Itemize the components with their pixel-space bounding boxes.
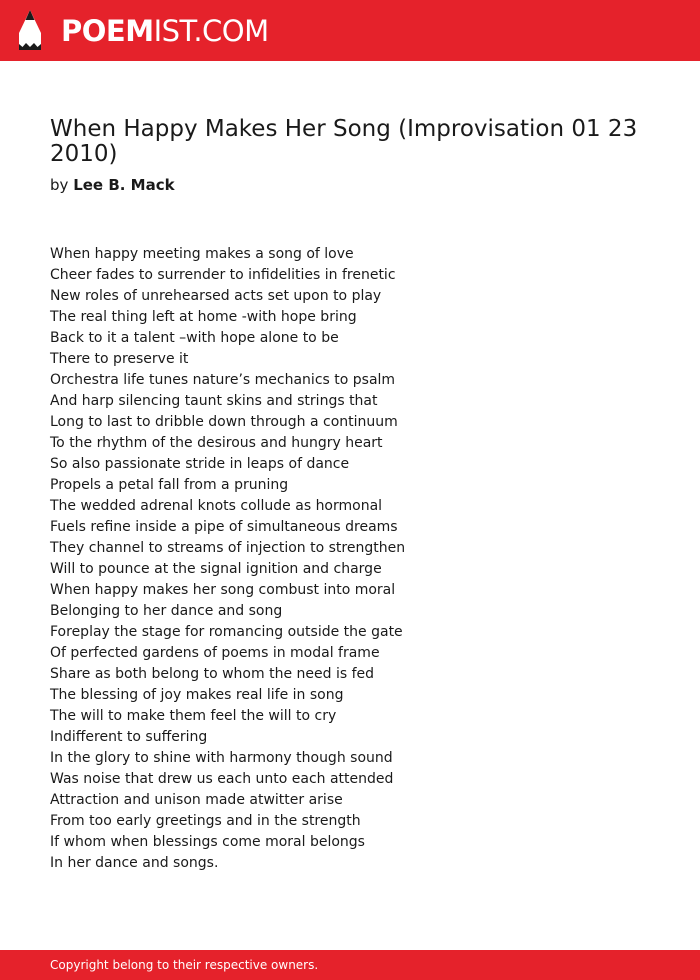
poem-line: So also passionate stride in leaps of dance [50,456,350,472]
poem-line: The blessing of joy makes real life in song [50,687,344,703]
poem-line: Will to pounce at the signal ignition and charge [50,561,382,577]
poem-line: Belonging to her dance and song [50,603,283,619]
poem-line: Attraction and unison made atwitter arise [50,792,343,808]
poem-line: To the rhythm of the desirous and hungry heart [50,435,383,451]
poem-line: When happy makes her song combust into moral [50,582,396,598]
poem-line: The wedded adrenal knots collude as hormonal [50,498,383,514]
poem-line: In the glory to shine with harmony though sound [50,750,393,766]
by-label: by [50,176,69,194]
poem-line: Foreplay the stage for romancing outside the gate [50,624,403,640]
poem-line: If whom when blessings come moral belongs [50,834,365,850]
poem-body [50,244,650,874]
poem-line: Propels a petal fall from a pruning [50,477,289,493]
poem-line: Orchestra life tunes nature’s mechanics to psalm [50,372,396,388]
poem-line: They channel to streams of injection to strengthen [50,540,406,556]
poem-line: When happy meeting makes a song of love [50,246,354,262]
poem-line: Long to last to dribble down through a continuum [50,414,398,430]
poem-line: The will to make them feel the will to cry [50,708,337,724]
site-logo[interactable] [61,11,269,51]
poem-title: When Happy Makes Her Song (Improvisation 01 23 2010) [50,116,638,167]
poem-line: The real thing left at home -with hope bring [50,309,357,325]
poem-line: Indifferent to suffering [50,729,208,745]
poem-line: Was noise that drew us each unto each attended [50,771,394,787]
poem-line: Fuels refine inside a pipe of simultaneous dreams [50,519,398,535]
author-name: Lee B. Mack [73,176,175,194]
poem-line: In her dance and songs. [50,855,219,871]
poem-line: Cheer fades to surrender to infidelities in frenetic [50,267,396,283]
logo-light-text: IST.COM [153,14,269,48]
byline [50,175,175,195]
poem-line: And harp silencing taunt skins and strings that [50,393,378,409]
poem-line: From too early greetings and in the strength [50,813,361,829]
poem-line: Share as both belong to whom the need is fed [50,666,375,682]
site-footer [0,950,700,980]
poem-line: Of perfected gardens of poems in modal frame [50,645,380,661]
poem-line: There to preserve it [50,351,189,367]
poem-line: New roles of unrehearsed acts set upon to play [50,288,382,304]
poem-line: Back to it a talent –with hope alone to be [50,330,339,346]
pencil-tip-icon [18,9,42,51]
logo-bold-text: POEM [61,14,154,48]
copyright-notice: Copyright belong to their respective owners. [50,958,319,972]
site-header [0,0,700,61]
